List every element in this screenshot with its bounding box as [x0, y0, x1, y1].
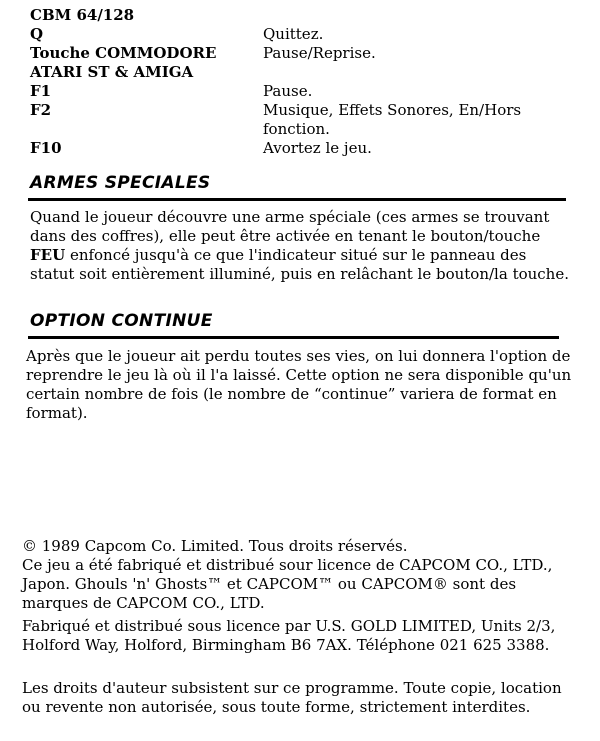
control-value: Musique, Effets Sonores, En/Hors fonction.	[263, 101, 522, 138]
armes-fire-key: FEU	[30, 246, 66, 264]
control-value: Quittez.	[263, 25, 324, 43]
controls-row	[30, 82, 570, 101]
control-value: Pause/Reprise.	[263, 44, 376, 62]
control-key: F10	[30, 139, 62, 157]
option-heading: OPTION CONTINUE	[30, 311, 213, 331]
controls-row	[30, 25, 570, 44]
control-key: CBM 64/128	[30, 6, 135, 24]
control-key: ATARI ST & AMIGA	[30, 63, 194, 81]
armes-heading: ARMES SPECIALES	[30, 173, 211, 193]
manufacturer-paragraph: Fabriqué et distribué sous licence par U.S. GOLD LIMITED, Units 2/3, Holford Way, Holford, Birmingham B6 7AX. Téléphone 021 625 3388.	[22, 617, 556, 654]
armes-text-before: Quand le joueur découvre une arme spéciale (ces armes se trouvant dans des coffres), elle peut être activée en tenant le bouton/touche	[30, 208, 550, 245]
control-key: F1	[30, 82, 52, 100]
control-key: Q	[30, 25, 44, 43]
armes-rule	[28, 198, 566, 201]
copyright-line: © 1989 Capcom Co. Limited. Tous droits réservés.	[22, 537, 408, 555]
controls-row	[30, 139, 570, 158]
control-key: F2	[30, 101, 52, 119]
controls-row	[30, 44, 570, 63]
license-paragraph: Ce jeu a été fabriqué et distribué sour licence de CAPCOM CO., LTD., Japon. Ghouls 'n' Ghosts™ et CAPCOM™ ou CAPCOM® sont des marques de CAPCOM CO., LTD.	[22, 556, 553, 612]
control-value: Avortez le jeu.	[263, 139, 372, 157]
controls-row	[30, 6, 570, 25]
armes-text-after: enfoncé jusqu'à ce que l'indicateur situé sur le panneau des statut soit entièrement illuminé, puis en relâchant le bouton/la touche.	[30, 246, 569, 283]
control-value	[263, 63, 570, 82]
rights-paragraph: Les droits d'auteur subsistent sur ce programme. Toute copie, location ou revente non autorisée, sous toute forme, strictement interdites.	[22, 679, 562, 716]
control-key: Touche COMMODORE	[30, 44, 217, 62]
control-value	[263, 6, 570, 25]
option-paragraph: Après que le joueur ait perdu toutes ses vies, on lui donnera l'option de reprendre le jeu là où il l'a laissé. Cette option ne sera disponible qu'un certain nombre de fois (le nombre de “continue” variera de format en format).	[26, 347, 572, 422]
armes-paragraph	[30, 208, 575, 284]
control-value: Pause.	[263, 82, 313, 100]
option-rule	[28, 336, 559, 339]
controls-row	[30, 63, 570, 82]
controls-row	[30, 101, 570, 139]
controls-list	[30, 6, 570, 158]
